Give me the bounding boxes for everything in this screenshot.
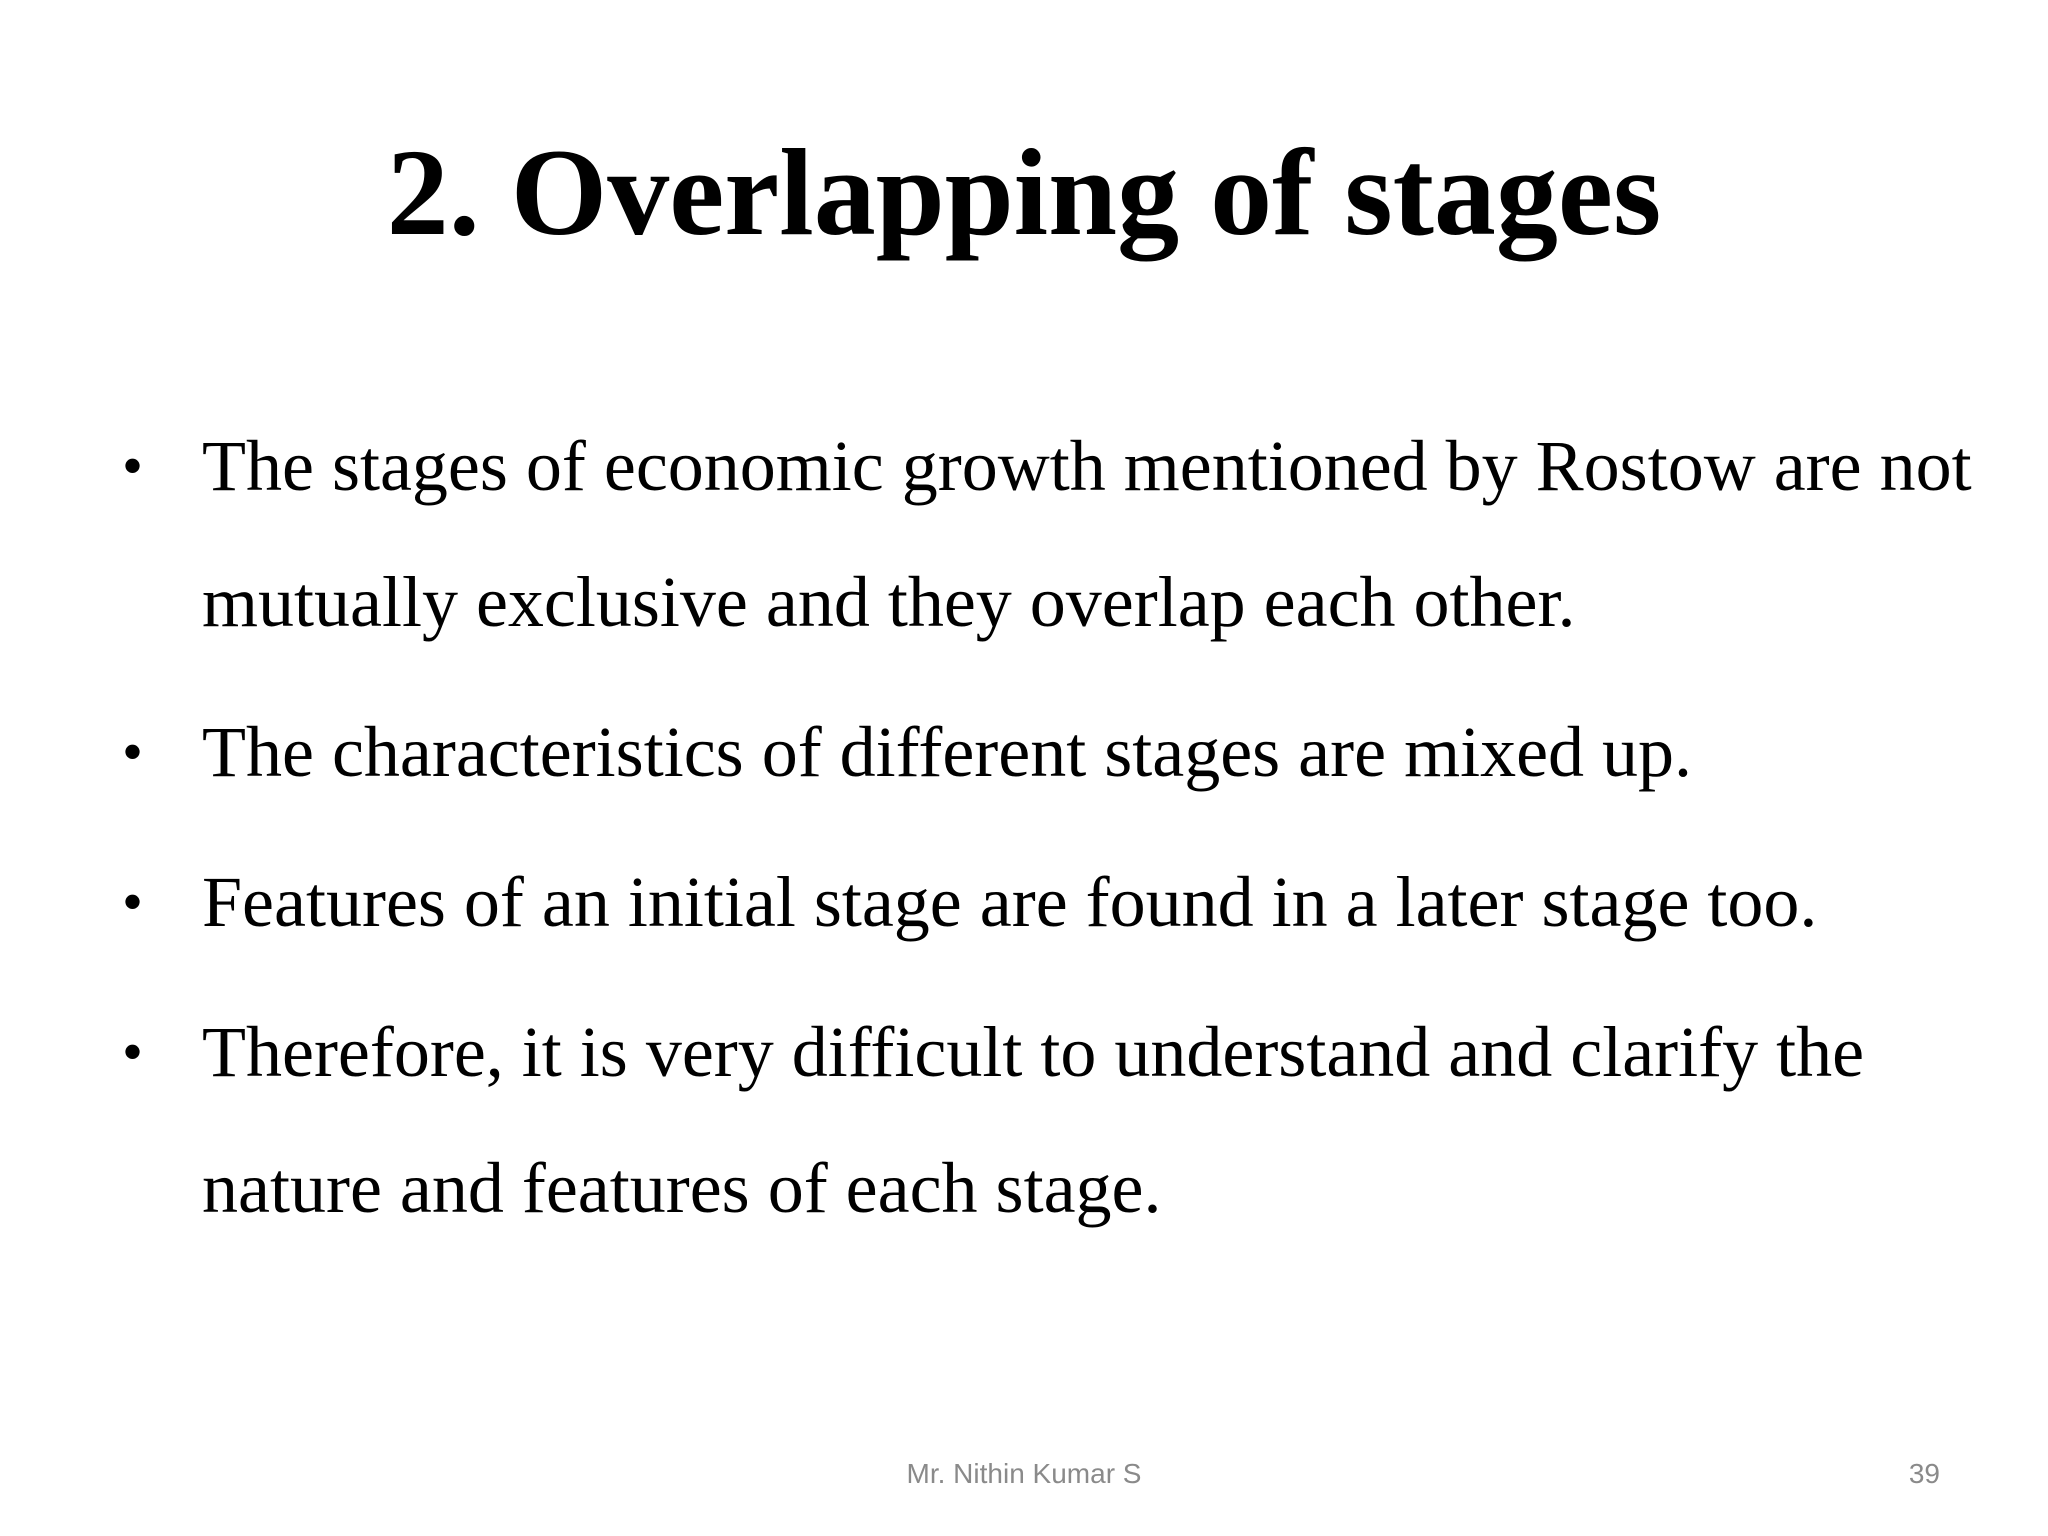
slide-title: 2. Overlapping of stages bbox=[386, 124, 1662, 261]
bullet-dot-icon: • bbox=[122, 719, 144, 785]
bullet-dot-icon: • bbox=[122, 433, 144, 499]
bullet-text: Features of an initial stage are found in a later stage too. bbox=[202, 862, 1818, 942]
bullet-dot-icon: • bbox=[122, 1019, 144, 1085]
bullet-item-4 bbox=[118, 984, 1978, 1256]
bullet-item-2 bbox=[118, 684, 1978, 820]
bullet-item-1 bbox=[118, 398, 1978, 670]
bullet-text: Therefore, it is very difficult to understand and clarify the nature and features of each stage. bbox=[202, 1012, 1865, 1228]
bullet-list bbox=[118, 398, 1978, 1270]
slide-page-number: 39 bbox=[1908, 1458, 1940, 1489]
bullet-item-3 bbox=[118, 834, 1978, 970]
bullet-dot-icon: • bbox=[122, 869, 144, 935]
footer-author: Mr. Nithin Kumar S bbox=[906, 1458, 1142, 1489]
bullet-text: The stages of economic growth mentioned by Rostow are not mutually exclusive and they overlap each other. bbox=[202, 426, 1972, 642]
bullet-text: The characteristics of different stages are mixed up. bbox=[202, 712, 1693, 792]
